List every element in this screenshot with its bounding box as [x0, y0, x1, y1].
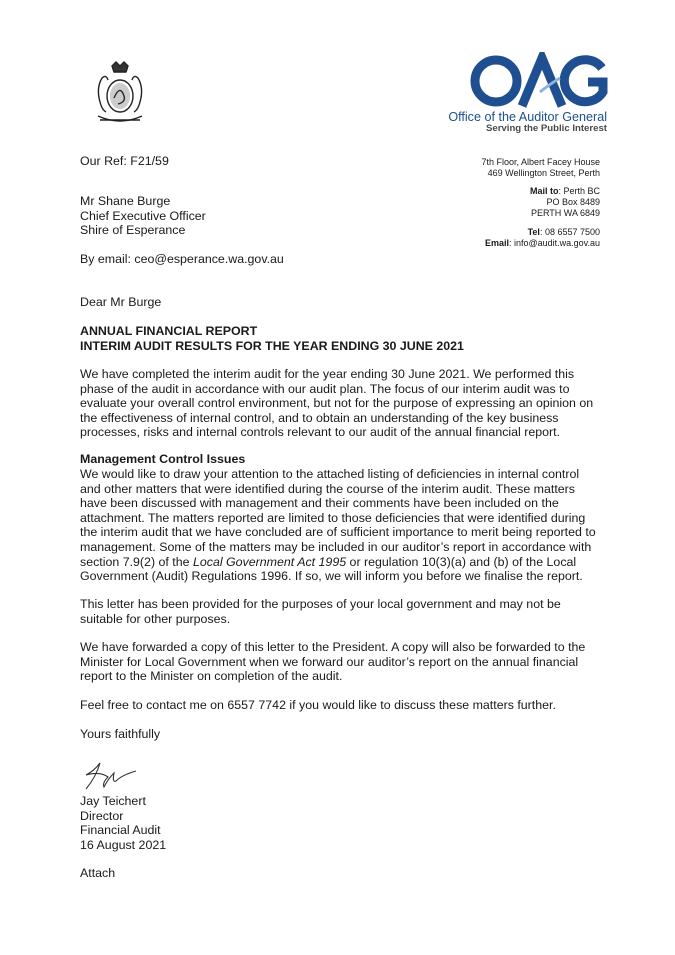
contact-details: Tel: 08 6557 7500 Email: info@audit.wa.gov.au [484, 227, 600, 248]
paragraph-purpose: This letter has been provided for the purposes of your local government and may not be suitable for other purposes. [80, 597, 561, 626]
our-reference: Our Ref: F21/59 [80, 154, 169, 168]
org-name: Office of the Auditor General [448, 110, 607, 124]
section-heading: Management Control Issues [80, 452, 246, 466]
paragraph-forwarding: We have forwarded a copy of this letter to the President. A copy will also be forwarded to the Minister for Local Government when we forward our auditor’s report on the annual financial report to the Minister on completion of the audit. [80, 640, 586, 684]
office-address: 7th Floor, Albert Facey House 469 Wellington Street, Perth [481, 157, 600, 178]
recipient-block: Mr Shane Burge Chief Executive Officer Shire of Esperance [80, 194, 206, 238]
salutation: Dear Mr Burge [80, 295, 162, 309]
attachment-note: Attach [80, 866, 116, 880]
signature-icon [80, 755, 140, 795]
paragraph-contact: Feel free to contact me on 6557 7742 if you would like to discuss these matters further. [80, 698, 556, 712]
coat-of-arms-icon [84, 58, 156, 130]
mailing-address: Mail to: Perth BC PO Box 8489 PERTH WA 6849 [529, 186, 600, 218]
paragraph-management: We would like to draw your attention to the attached listing of deficiencies in internal control and other matters that were identified during the course of the interim audit. These matters have been discussed with management and their comments have been included on the attachment. The matters reported are limited to those deficiencies that were identified during the interim audit that we have concluded are of sufficient importance to merit being reported to management. Some of the matters may be included in our auditor’s report in accordance with section 7.9(2) of the Local Government Act 1995 or regulation 10(3)(a) and (b) of the Local Government (Audit) Regulations 1996. If so, we will inform you before we finalise the report. [80, 467, 596, 584]
recipient-email: By email: ceo@esperance.wa.gov.au [80, 252, 284, 266]
oag-logo [470, 52, 610, 110]
closing: Yours faithfully [80, 727, 161, 741]
org-tagline: Serving the Public Interest [485, 123, 607, 134]
signer-block: Jay Teichert Director Financial Audit 16 August 2021 [80, 794, 167, 852]
subject-heading: ANNUAL FINANCIAL REPORT INTERIM AUDIT RESULTS FOR THE YEAR ENDING 30 JUNE 2021 [80, 324, 464, 353]
paragraph-intro: We have completed the interim audit for the year ending 30 June 2021. We performed this phase of the audit in accordance with our audit plan. The focus of our interim audit was to evaluate your overall control environment, but not for the purpose of expressing an opinion on the effectiveness of internal control, and to obtain an understanding of the key business processes, risks and internal controls relevant to our audit of the annual financial report. [80, 367, 594, 440]
